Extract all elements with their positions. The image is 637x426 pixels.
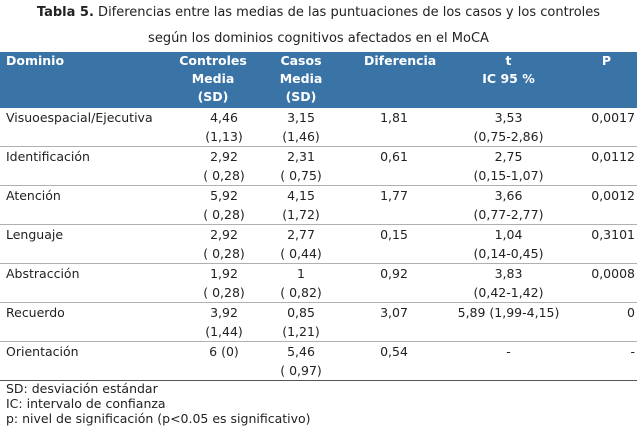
cell-dominio: Atención xyxy=(6,188,61,203)
cell-casos xyxy=(258,225,344,264)
cell-dominio: Recuerdo xyxy=(6,305,65,320)
cell-t xyxy=(444,303,573,342)
cell-line: ( 0,28) xyxy=(203,206,245,222)
header-dominio-line: Dominio xyxy=(6,53,65,68)
header-diferencia xyxy=(344,52,444,108)
cell-line: 4,15 xyxy=(287,188,315,203)
caption-line-1 xyxy=(0,0,637,26)
header-p xyxy=(573,52,637,108)
cell-line: 3,92 xyxy=(210,305,238,320)
table-footnotes xyxy=(0,381,637,426)
header-casos xyxy=(258,52,344,108)
footnote-sd: SD: desviación estándar xyxy=(6,381,158,396)
cell-line: (1,13) xyxy=(205,128,243,144)
cell-controles xyxy=(168,225,258,264)
cell-p: 0 xyxy=(627,305,635,320)
footnote-ic: IC: intervalo de confianza xyxy=(6,396,166,411)
cell-line: ( 0,82) xyxy=(280,284,322,300)
table-caption xyxy=(0,0,637,52)
cell-line: (1,21) xyxy=(282,323,320,339)
cell-t xyxy=(444,264,573,303)
cell-diferencia: 3,07 xyxy=(380,305,408,320)
cell-casos xyxy=(258,303,344,342)
cell-line: ( 0,28) xyxy=(203,167,245,183)
cell-line: ( 0,28) xyxy=(203,284,245,300)
header-t-line-2: IC 95 % xyxy=(482,71,535,86)
footnote-p: p: nivel de significación (p<0.05 es significativo) xyxy=(6,411,311,426)
cell-dominio: Orientación xyxy=(6,344,79,359)
cell-line: 2,75 xyxy=(494,149,523,164)
header-controles-line-2: Media xyxy=(191,71,235,86)
cell-line: 4,46 xyxy=(210,110,238,125)
header-casos-line-3: (SD) xyxy=(285,89,317,104)
cell-line: 6 (0) xyxy=(209,344,239,359)
cell-line: 5,46 xyxy=(287,344,315,359)
cell-p: 0,3101 xyxy=(591,227,635,242)
cell-diferencia: 1,77 xyxy=(380,188,408,203)
cell-t xyxy=(444,147,573,186)
cell-controles xyxy=(168,264,258,303)
cell-diferencia: 0,92 xyxy=(380,266,408,281)
cell-line: 5,92 xyxy=(210,188,238,203)
cell-line: - xyxy=(506,344,511,359)
cell-line: ( 0,75) xyxy=(280,167,322,183)
header-casos-line-1: Casos xyxy=(280,53,322,68)
cell-p: 0,0017 xyxy=(591,110,635,125)
cell-line: (0,14-0,45) xyxy=(473,245,544,261)
cell-dominio: Lenguaje xyxy=(6,227,64,242)
cell-line: (0,42-1,42) xyxy=(473,284,544,300)
cell-t xyxy=(444,186,573,225)
results-table xyxy=(0,52,637,381)
cell-line: 3,15 xyxy=(287,110,315,125)
cell-line: ( 0,97) xyxy=(280,362,322,378)
cell-line: 2,77 xyxy=(287,227,315,242)
header-casos-line-2: Media xyxy=(279,71,323,86)
table-row xyxy=(0,264,637,303)
header-t xyxy=(444,52,573,108)
header-dominio xyxy=(0,52,168,108)
cell-line: (1,46) xyxy=(282,128,320,144)
table-row xyxy=(0,147,637,186)
cell-controles xyxy=(168,303,258,342)
cell-casos xyxy=(258,264,344,303)
cell-diferencia: 0,54 xyxy=(380,344,408,359)
cell-p: 0,0112 xyxy=(591,149,635,164)
cell-dominio: Visuoespacial/Ejecutiva xyxy=(6,110,153,125)
cell-line: 1,04 xyxy=(494,227,523,242)
cell-controles xyxy=(168,108,258,147)
table-row xyxy=(0,342,637,381)
header-controles-line-1: Controles xyxy=(179,53,247,68)
caption-label: Tabla 5. xyxy=(36,5,94,20)
header-t-line-1: t xyxy=(505,53,512,68)
header-p-line: P xyxy=(601,53,611,68)
cell-casos xyxy=(258,108,344,147)
cell-t xyxy=(444,225,573,264)
cell-line: (0,75-2,86) xyxy=(473,128,544,144)
cell-casos xyxy=(258,186,344,225)
caption-text-1: Diferencias entre las medias de las puntuaciones de los casos y los controles xyxy=(93,5,601,20)
cell-line: 1 xyxy=(297,266,305,281)
cell-controles xyxy=(168,342,258,381)
cell-line: 5,89 (1,99-4,15) xyxy=(457,305,560,320)
cell-line: (0,15-1,07) xyxy=(473,167,544,183)
cell-line: 1,92 xyxy=(210,266,238,281)
table-header-row xyxy=(0,52,637,108)
header-controles-line-3: (SD) xyxy=(197,89,229,104)
cell-line: (0,77-2,77) xyxy=(473,206,544,222)
cell-controles xyxy=(168,186,258,225)
cell-t xyxy=(444,342,573,381)
cell-p: 0,0012 xyxy=(591,188,635,203)
cell-p: 0,0008 xyxy=(591,266,635,281)
cell-line: (1,72) xyxy=(282,206,320,222)
cell-line: 2,31 xyxy=(287,149,315,164)
cell-line: 0,85 xyxy=(287,305,315,320)
cell-line: 2,92 xyxy=(210,149,238,164)
cell-t xyxy=(444,108,573,147)
cell-casos xyxy=(258,147,344,186)
cell-diferencia: 0,61 xyxy=(380,149,408,164)
table-row xyxy=(0,303,637,342)
cell-dominio: Identificación xyxy=(6,149,90,164)
cell-line: ( 0,44) xyxy=(280,245,322,261)
cell-p: - xyxy=(630,344,635,359)
cell-dominio: Abstracción xyxy=(6,266,80,281)
header-controles xyxy=(168,52,258,108)
table-row xyxy=(0,108,637,147)
table-row xyxy=(0,225,637,264)
header-diferencia-line: Diferencia xyxy=(364,53,437,68)
caption-line-2: según los dominios cognitivos afectados en el MoCA xyxy=(148,31,489,46)
cell-line: (1,44) xyxy=(205,323,243,339)
cell-diferencia: 0,15 xyxy=(380,227,408,242)
cell-line: 3,53 xyxy=(494,110,523,125)
cell-line: 3,83 xyxy=(494,266,523,281)
cell-diferencia: 1,81 xyxy=(380,110,408,125)
cell-line: ( 0,28) xyxy=(203,245,245,261)
cell-line: 2,92 xyxy=(210,227,238,242)
cell-controles xyxy=(168,147,258,186)
cell-casos xyxy=(258,342,344,381)
cell-line: 3,66 xyxy=(494,188,523,203)
table-row xyxy=(0,186,637,225)
